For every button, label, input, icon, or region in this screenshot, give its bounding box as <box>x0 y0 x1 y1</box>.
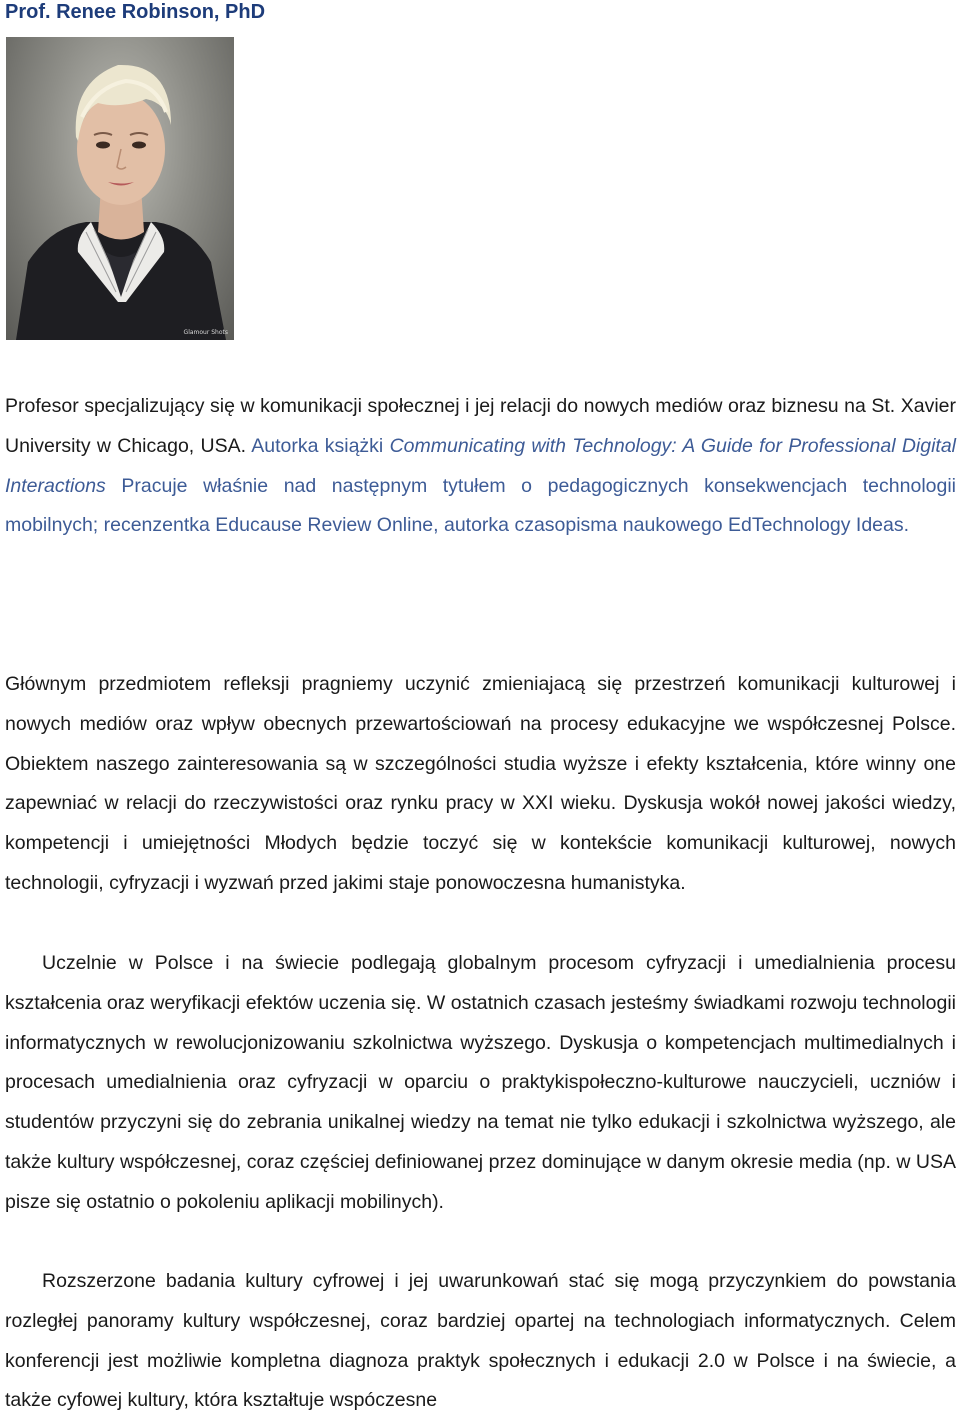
photo-watermark: Glamour Shots <box>183 329 228 336</box>
bio-sentence: Profesor specjalizujący się w komunikacji społecznej i jej relacji do nowych mediów oraz biznesu na St. Xavier University w Chicago, USA. <box>5 395 956 457</box>
paragraph-sentence: Uczelnie w Polsce i na świecie podlegają globalnym procesom cyfryzacji i umedialnienia procesu kształcenia oraz weryfikacji efektów uczenia się. <box>5 952 956 1014</box>
bio-paragraph <box>5 387 956 546</box>
page-title: Prof. Renee Robinson, PhD <box>5 1 266 23</box>
paragraph-sentence: Celem konferencji jest możliwie kompletna diagnoza praktyk społecznych i edukacji 2.0 w Polsce i na świecie, a także cyfowej kultury, która kształtuje wspóczesne <box>5 1309 957 1412</box>
book-title: Communicating with Technology: A Guide for Professional Digital Interactions <box>5 434 957 497</box>
paragraph-sentence: Rozszerzone badania kultury cyfrowej i jej uwarunkowań stać się mogą przyczynkiem do powstania rozległej panoramy kultury współczesnej, coraz bardziej opartej na technologiach informatycznych. <box>5 1270 956 1332</box>
portrait-illustration <box>6 37 234 340</box>
paragraph-sentence: Głównym przedmiotem refleksji pragniemy uczynić zmieniajacą się przestrzeń komunikacji kulturowej i nowych mediów oraz wpływ obecnych przewartościowań na procesy edukacyjne we współczesnej Polsce. <box>5 673 956 735</box>
paragraph-universities <box>5 944 956 1223</box>
book-intro: Autorka książki <box>251 434 384 457</box>
paragraph-topic <box>5 665 956 904</box>
paragraph-sentence: Obiektem naszego zainteresowania są w szczególności studia wyższe i efekty kształcenia, które winny one zapewniać w relacji do rzeczywistości oraz rynku pracy w XXI wieku. <box>5 752 956 815</box>
portrait-photo <box>6 37 234 340</box>
paragraph-research <box>5 1262 956 1421</box>
paragraph-sentence: W ostatnich czasach jesteśmy świadkami rozwoju technologii informatycznych w rewolucjonizowaniu szkolnictwa wyższego. <box>5 991 956 1054</box>
paragraph-sentence: Dyskusja wokół nowej jakości wiedzy, kompetencji i umiejętności Młodych będzie toczyć się w kontekście komunikacji kulturowej, nowych technologii, cyfryzacji i wyzwań przed jakimi staje ponowoczesna humanistyka. <box>5 792 956 894</box>
paragraph-sentence: Dyskusja o kompetencjach multimedialnych i procesach umedialnienia oraz cyfryzacji w oparciu o praktykispołeczno-kulturowe nauczycieli, uczniów i studentów przyczyni się do zebrania unikalnej wiedzy na temat nie tylko edukacji i szkolnictwa wyższego, ale także kultury współczesnej, coraz częściej definiowanej przez dominujące w danym okresie media (np. w USA pisze się ostatnio o pokoleniu aplikacji mobilinych). <box>5 1031 956 1213</box>
bio-rest: Pracuje właśnie nad następnym tytułem o pedagogicznych konsekwencjach technologii mobilnych; recenzentka Educause Review Online, autorka czasopisma naukowego EdTechnology Ideas. <box>5 474 956 537</box>
